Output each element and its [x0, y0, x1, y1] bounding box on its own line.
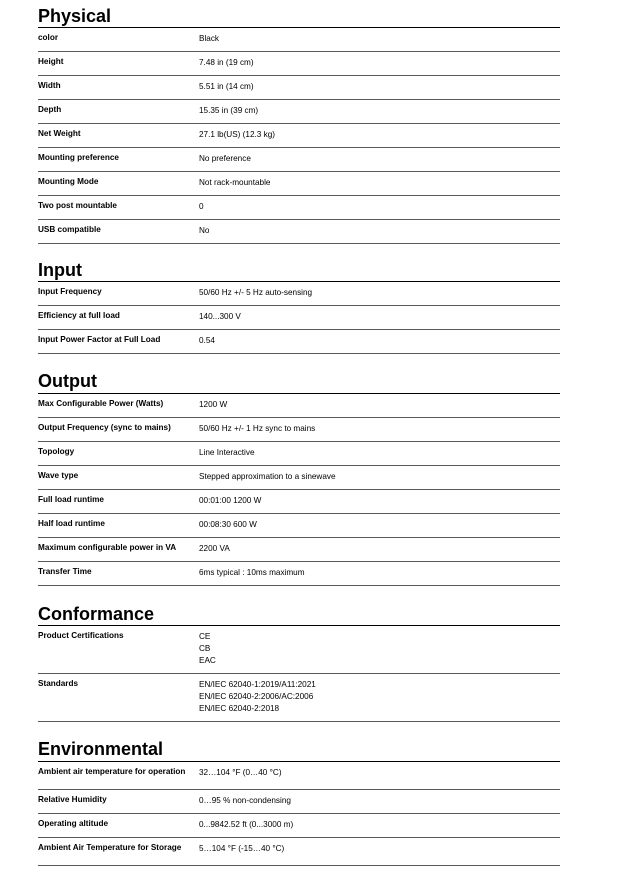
spec-row-input-frequency: [38, 282, 560, 306]
spec-value-line: CE: [199, 632, 211, 641]
spec-row-full-load-runtime: [38, 490, 560, 514]
spec-value-line: 50/60 Hz +/- 5 Hz auto-sensing: [199, 288, 313, 297]
spec-label: Ambient Air Temperature for Storage: [38, 843, 182, 852]
spec-row-input-power-factor-at-full-load: [38, 330, 560, 354]
spec-label: color: [38, 33, 59, 42]
spec-row-max-configurable-power-watts: [38, 394, 560, 418]
spec-row-efficiency-at-full-load: [38, 306, 560, 330]
spec-row-operating-altitude: [38, 814, 560, 838]
spec-value-line: Not rack-mountable: [199, 178, 271, 187]
spec-row-usb-compatible: [38, 220, 560, 244]
spec-value: [199, 679, 316, 715]
spec-value-line: 32…104 °F (0…40 °C): [199, 768, 282, 777]
spec-value-line: No: [199, 226, 210, 235]
spec-value-line: CB: [199, 644, 211, 653]
spec-value: [199, 631, 216, 667]
spec-label: Input Power Factor at Full Load: [38, 335, 161, 344]
spec-value-line: 15.35 in (39 cm): [199, 106, 259, 115]
spec-value-line: 27.1 lb(US) (12.3 kg): [199, 130, 275, 139]
spec-value: [199, 543, 230, 555]
spec-row-two-post-mountable: [38, 196, 560, 220]
spec-row-output-frequency-sync-to-mains: [38, 418, 560, 442]
spec-row-width: [38, 76, 560, 100]
spec-row-ambient-air-temperature-for-storage: [38, 838, 560, 866]
spec-value: [199, 129, 275, 141]
section-title: Environmental: [38, 739, 164, 759]
spec-value-line: 5.51 in (14 cm): [199, 82, 254, 91]
spec-row-mounting-preference: [38, 148, 560, 172]
spec-value-line: 5…104 °F (-15…40 °C): [199, 844, 285, 853]
spec-label: Width: [38, 81, 61, 90]
section-output: [38, 371, 560, 586]
spec-label: Depth: [38, 105, 62, 114]
spec-label: Mounting Mode: [38, 177, 99, 186]
spec-label: Two post mountable: [38, 201, 117, 210]
spec-label: Height: [38, 57, 64, 66]
spec-value-line: 00:08:30 600 W: [199, 520, 257, 529]
spec-label: Input Frequency: [38, 287, 102, 296]
spec-value: [199, 399, 227, 411]
spec-value-line: 6ms typical : 10ms maximum: [199, 568, 305, 577]
spec-label: USB compatible: [38, 225, 101, 234]
spec-value: [199, 225, 209, 237]
spec-value-line: 0…95 % non-condensing: [199, 796, 291, 805]
spec-value-line: 1200 W: [199, 400, 228, 409]
spec-row-height: [38, 52, 560, 76]
spec-label: Half load runtime: [38, 519, 105, 528]
spec-value-line: 140...300 V: [199, 312, 241, 321]
spec-value: [199, 447, 255, 459]
section-conformance: [38, 604, 560, 722]
spec-value: [199, 819, 293, 831]
section-environmental: [38, 739, 560, 866]
spec-value-line: Line Interactive: [199, 448, 255, 457]
spec-label: Transfer Time: [38, 567, 92, 576]
spec-row-standards: [38, 674, 560, 722]
spec-row-transfer-time: [38, 562, 560, 586]
spec-value: [199, 105, 258, 117]
section-title: Physical: [38, 6, 112, 26]
spec-label: Product Certifications: [38, 631, 124, 640]
spec-label: Maximum configurable power in VA: [38, 543, 177, 552]
spec-value-line: 50/60 Hz +/- 1 Hz sync to mains: [199, 424, 316, 433]
spec-value-line: EN/IEC 62040-2:2006/AC:2006: [199, 692, 314, 701]
spec-label: Net Weight: [38, 129, 81, 138]
spec-value-line: Black: [199, 34, 220, 43]
spec-row-depth: [38, 100, 560, 124]
spec-row-half-load-runtime: [38, 514, 560, 538]
spec-row-ambient-air-temperature-for-operation: [38, 762, 560, 790]
spec-label: Standards: [38, 679, 79, 688]
spec-value-line: EN/IEC 62040-1:2019/A11:2021: [199, 680, 316, 689]
spec-value: [199, 567, 305, 579]
spec-value: [199, 153, 251, 165]
spec-label: Relative Humidity: [38, 795, 107, 804]
spec-value-line: 0.54: [199, 336, 215, 345]
spec-value: [199, 177, 270, 189]
spec-value: [199, 495, 261, 507]
spec-value-line: No preference: [199, 154, 251, 163]
spec-label: Topology: [38, 447, 75, 456]
spec-row-maximum-configurable-power-in-va: [38, 538, 560, 562]
spec-value: [199, 519, 257, 531]
spec-label: Max Configurable Power (Watts): [38, 399, 164, 408]
spec-value: [199, 795, 291, 807]
spec-row-wave-type: [38, 466, 560, 490]
section-title: Output: [38, 371, 97, 391]
section-title: Input: [38, 260, 82, 280]
spec-label: Output Frequency (sync to mains): [38, 423, 171, 432]
spec-value-line: 2200 VA: [199, 544, 230, 553]
spec-value-line: EN/IEC 62040-2:2018: [199, 704, 280, 713]
spec-value-line: EAC: [199, 656, 216, 665]
spec-row-mounting-mode: [38, 172, 560, 196]
spec-label: Full load runtime: [38, 495, 104, 504]
section-physical: [38, 6, 560, 244]
spec-value: [199, 81, 254, 93]
spec-row-product-certifications: [38, 626, 560, 674]
spec-row-relative-humidity: [38, 790, 560, 814]
spec-value-line: 0: [199, 202, 204, 211]
spec-label: Wave type: [38, 471, 79, 480]
spec-value: [199, 471, 336, 483]
spec-value-line: 00:01:00 1200 W: [199, 496, 262, 505]
spec-label: Operating altitude: [38, 819, 109, 828]
spec-row-color: [38, 28, 560, 52]
spec-value: [199, 335, 215, 347]
spec-label: Efficiency at full load: [38, 311, 120, 320]
spec-value: [199, 33, 219, 45]
section-title: Conformance: [38, 604, 155, 624]
section-input: [38, 260, 560, 354]
spec-value: [199, 201, 204, 213]
spec-label: Ambient air temperature for operation: [38, 767, 186, 776]
spec-value: [199, 843, 284, 855]
spec-value: [199, 767, 282, 779]
spec-row-topology: [38, 442, 560, 466]
spec-row-net-weight: [38, 124, 560, 148]
spec-value: [199, 287, 312, 299]
spec-value-line: 0...9842.52 ft (0...3000 m): [199, 820, 294, 829]
spec-value-line: 7.48 in (19 cm): [199, 58, 254, 67]
spec-label: Mounting preference: [38, 153, 119, 162]
spec-value-line: Stepped approximation to a sinewave: [199, 472, 336, 481]
spec-value: [199, 311, 241, 323]
spec-value: [199, 423, 315, 435]
spec-value: [199, 57, 254, 69]
